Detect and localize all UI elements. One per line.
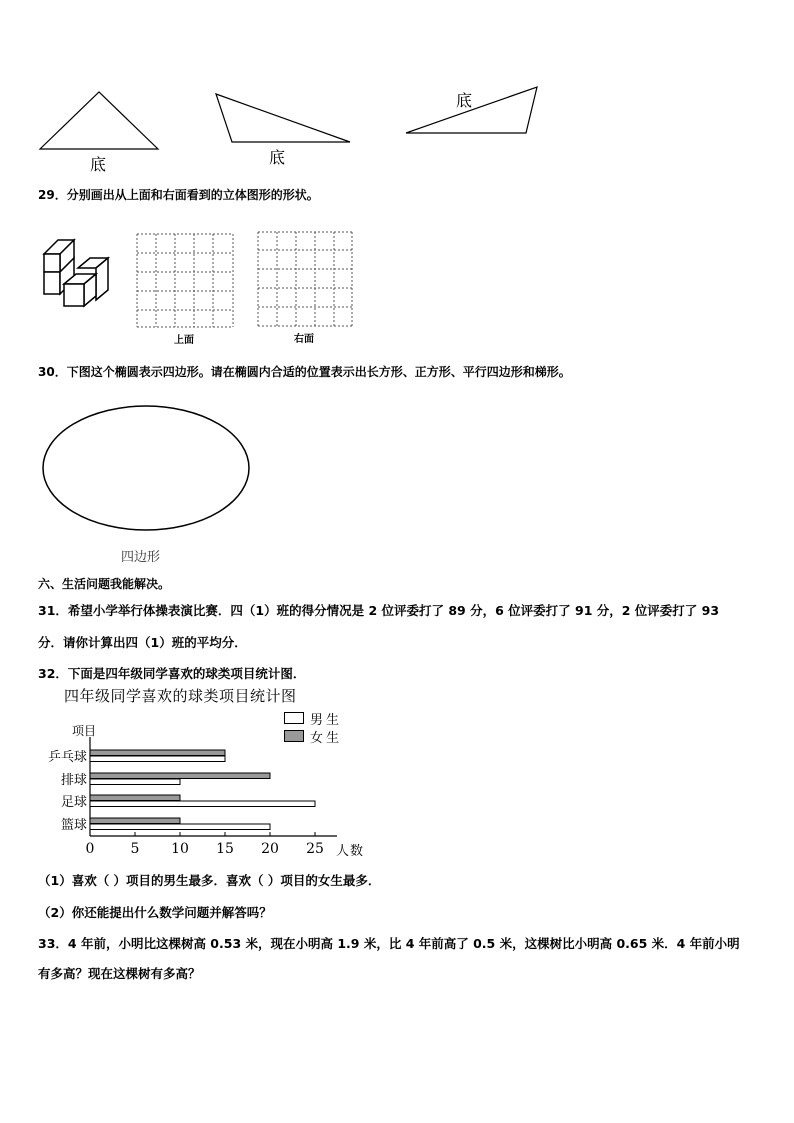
category-label: 乒乓球 bbox=[47, 750, 87, 765]
x-tick-label: 25 bbox=[306, 841, 324, 857]
question-30: 30．下图这个椭圆表示四边形。请在椭圆内合适的位置表示出长方形、正方形、平行四边形和梯形。 bbox=[38, 365, 571, 379]
triangle-2-base-label: 底 bbox=[269, 148, 286, 167]
question-33-line-1: 33．4 年前，小明比这棵树高 0.53 米，现在小明高 1.9 米，比 4 年前高了 0.5 米，这棵树比小明高 0.65 米．4 年前小明 bbox=[38, 936, 740, 951]
category-label: 足球 bbox=[60, 795, 87, 810]
question-32: 32．下面是四年级同学喜欢的球类项目统计图． bbox=[38, 666, 306, 681]
ellipse-label: 四边形 bbox=[121, 550, 161, 565]
x-tick-label: 20 bbox=[261, 841, 279, 857]
chart-title: 四年级同学喜欢的球类项目统计图 bbox=[64, 687, 297, 705]
legend-label-boys: 男生 bbox=[310, 712, 343, 728]
chart-x-axis-label: 人数 bbox=[336, 844, 365, 859]
legend-item-boys bbox=[284, 709, 342, 727]
bar-boys bbox=[90, 756, 225, 762]
x-tick-label: 0 bbox=[85, 841, 95, 857]
triangle-3-base-label: 底 bbox=[456, 91, 473, 110]
question-32-part-1: （1）喜欢（ ）项目的男生最多．喜欢（ ）项目的女生最多． bbox=[38, 873, 381, 888]
legend-swatch-boys bbox=[284, 712, 304, 724]
chart-y-axis-label: 项目 bbox=[72, 724, 97, 738]
legend-swatch-girls bbox=[284, 730, 304, 742]
bar-girls bbox=[90, 773, 270, 779]
question-32-part-2: （2）你还能提出什么数学问题并解答吗？ bbox=[38, 905, 272, 920]
bar-girls bbox=[90, 750, 225, 756]
bar-boys bbox=[90, 824, 270, 830]
bar-girls bbox=[90, 818, 180, 824]
category-label: 排球 bbox=[60, 773, 87, 788]
bar-boys bbox=[90, 801, 315, 807]
grid-top-view[interactable] bbox=[135, 232, 235, 332]
triangles-figure bbox=[0, 0, 794, 180]
x-tick-label: 15 bbox=[216, 841, 234, 857]
question-31-line-1: 31．希望小学举行体操表演比赛．四（1）班的得分情况是 2 位评委打了 89 分，6 位评委打了 91 分，2 位评委打了 93 bbox=[38, 603, 720, 618]
category-label: 篮球 bbox=[60, 818, 87, 833]
question-29: 29．分别画出从上面和右面看到的立体图形的形状。 bbox=[38, 188, 319, 202]
grid-right-label: 右面 bbox=[294, 334, 314, 345]
section-6-title: 六、生活问题我能解决。 bbox=[38, 577, 171, 591]
triangle-2 bbox=[216, 94, 350, 142]
bar-boys bbox=[90, 779, 180, 785]
question-33-line-2: 有多高？现在这棵树有多高？ bbox=[38, 966, 201, 981]
grid-top-label: 上面 bbox=[174, 335, 194, 346]
chart-legend bbox=[284, 709, 342, 745]
legend-label-girls: 女生 bbox=[310, 730, 343, 746]
bar-girls bbox=[90, 795, 180, 801]
grid-right-view[interactable] bbox=[256, 230, 356, 330]
quadrilateral-ellipse[interactable] bbox=[40, 403, 250, 533]
x-tick-label: 5 bbox=[130, 841, 140, 857]
question-31-line-2: 分．请你计算出四（1）班的平均分． bbox=[38, 635, 247, 650]
triangle-1 bbox=[40, 92, 158, 149]
x-tick-label: 10 bbox=[171, 841, 189, 857]
triangle-1-base-label: 底 bbox=[90, 155, 107, 174]
legend-item-girls bbox=[284, 727, 342, 745]
cube-stack-figure bbox=[40, 240, 120, 320]
